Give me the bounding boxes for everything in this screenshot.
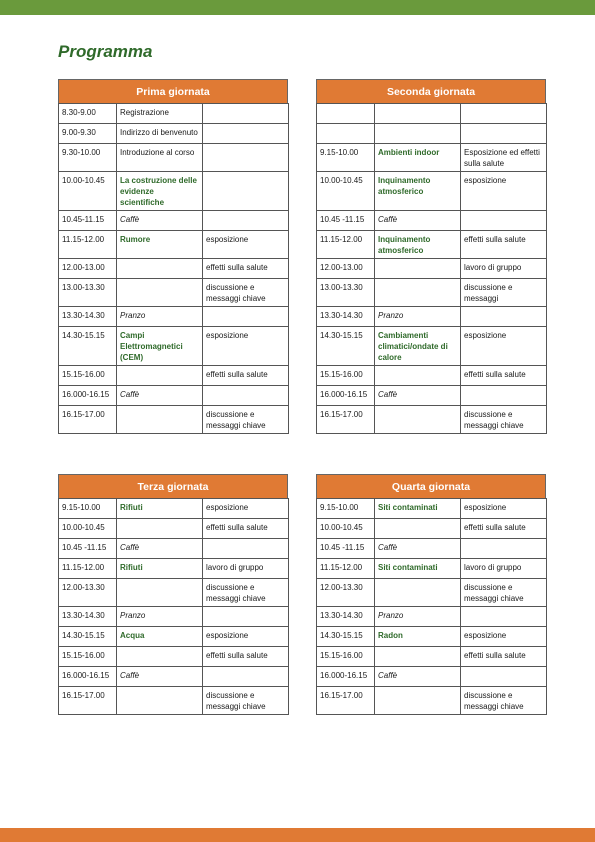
schedule-row (317, 307, 547, 327)
time-cell: 10.00-10.45 (317, 519, 375, 539)
page-title: Programma (58, 42, 153, 61)
schedule-row (317, 211, 547, 231)
topic-cell: Siti contaminati (375, 499, 461, 519)
activity-cell (203, 667, 289, 687)
activity-cell (203, 124, 289, 144)
time-cell (317, 104, 375, 124)
topic-cell: Introduzione al corso (117, 144, 203, 172)
activity-cell: esposizione (203, 231, 289, 259)
time-cell: 15.15-16.00 (317, 366, 375, 386)
topic-cell (375, 579, 461, 607)
activity-cell: esposizione (461, 499, 547, 519)
time-cell: 9.00-9.30 (59, 124, 117, 144)
schedule-row (317, 327, 547, 366)
time-cell: 12.00-13.00 (317, 259, 375, 279)
activity-cell: effetti sulla salute (461, 647, 547, 667)
activity-cell (461, 539, 547, 559)
topic-cell: Caffè (117, 539, 203, 559)
activity-cell: lavoro di gruppo (203, 559, 289, 579)
activity-cell: esposizione (461, 172, 547, 211)
schedule-table (316, 498, 547, 715)
topic-cell (117, 366, 203, 386)
schedule-row (59, 607, 289, 627)
topic-cell: Rifiuti (117, 499, 203, 519)
topic-cell: Caffè (375, 386, 461, 406)
schedule-row (59, 499, 289, 519)
activity-cell: discussione e messaggi chiave (461, 687, 547, 715)
activity-cell: effetti sulla salute (461, 519, 547, 539)
schedule-row (59, 667, 289, 687)
activity-cell: lavoro di gruppo (461, 559, 547, 579)
schedule-row (317, 539, 547, 559)
schedule-header: Quarta giornata (316, 474, 546, 498)
topic-cell (117, 519, 203, 539)
time-cell: 13.00-13.30 (317, 279, 375, 307)
time-cell: 9.15-10.00 (317, 144, 375, 172)
schedule-day-4 (316, 474, 546, 715)
activity-cell: effetti sulla salute (203, 647, 289, 667)
time-cell: 10.45 -11.15 (317, 539, 375, 559)
schedule-row (317, 366, 547, 386)
topic-cell (375, 104, 461, 124)
time-cell: 11.15-12.00 (317, 231, 375, 259)
schedule-row (317, 259, 547, 279)
time-cell: 13.30-14.30 (59, 307, 117, 327)
schedule-row (59, 124, 289, 144)
topic-cell: Indirizzo di benvenuto (117, 124, 203, 144)
time-cell: 16.000-16.15 (59, 667, 117, 687)
activity-cell: esposizione (203, 327, 289, 366)
time-cell: 15.15-16.00 (317, 647, 375, 667)
activity-cell: effetti sulla salute (461, 366, 547, 386)
activity-cell: discussione e messaggi chiave (461, 406, 547, 434)
schedule-day-1 (58, 79, 288, 434)
schedule-row (317, 144, 547, 172)
schedule-table (58, 498, 289, 715)
activity-cell: Esposizione ed effetti sulla salute (461, 144, 547, 172)
schedule-row (317, 124, 547, 144)
topic-cell: Caffè (375, 211, 461, 231)
schedule-row (59, 519, 289, 539)
activity-cell (203, 386, 289, 406)
time-cell: 10.00-10.45 (59, 172, 117, 211)
schedule-header: Seconda giornata (316, 79, 546, 103)
activity-cell: discussione e messaggi chiave (203, 406, 289, 434)
schedule-header: Terza giornata (58, 474, 288, 498)
schedule-row (59, 231, 289, 259)
top-color-bar (0, 0, 595, 15)
time-cell: 13.30-14.30 (317, 307, 375, 327)
time-cell: 11.15-12.00 (317, 559, 375, 579)
topic-cell (117, 647, 203, 667)
time-cell: 16.15-17.00 (59, 406, 117, 434)
topic-cell: Caffè (375, 667, 461, 687)
topic-cell: Pranzo (375, 607, 461, 627)
time-cell: 10.45 -11.15 (317, 211, 375, 231)
topic-cell (117, 406, 203, 434)
time-cell: 8.30-9.00 (59, 104, 117, 124)
schedule-row (317, 172, 547, 211)
time-cell: 14.30-15.15 (317, 627, 375, 647)
activity-cell (461, 124, 547, 144)
schedule-header: Prima giornata (58, 79, 288, 103)
time-cell (317, 124, 375, 144)
time-cell: 10.00-10.45 (59, 519, 117, 539)
time-cell: 9.30-10.00 (59, 144, 117, 172)
schedule-table (316, 103, 547, 434)
time-cell: 10.00-10.45 (317, 172, 375, 211)
activity-cell (203, 211, 289, 231)
topic-cell (117, 279, 203, 307)
activity-cell (461, 667, 547, 687)
activity-cell: discussione e messaggi chiave (203, 687, 289, 715)
activity-cell: effetti sulla salute (461, 231, 547, 259)
schedule-row (59, 366, 289, 386)
activity-cell: effetti sulla salute (203, 519, 289, 539)
topic-cell (375, 687, 461, 715)
time-cell: 14.30-15.15 (59, 627, 117, 647)
bottom-color-bar (0, 828, 595, 842)
time-cell: 13.30-14.30 (59, 607, 117, 627)
activity-cell: discussione e messaggi chiave (203, 279, 289, 307)
schedule-row (59, 579, 289, 607)
time-cell: 10.45-11.15 (59, 211, 117, 231)
activity-cell (203, 172, 289, 211)
activity-cell: effetti sulla salute (203, 259, 289, 279)
topic-cell: Rumore (117, 231, 203, 259)
topic-cell: La costruzione delle evidenze scientifiche (117, 172, 203, 211)
schedule-row (317, 607, 547, 627)
activity-cell: discussione e messaggi chiave (203, 579, 289, 607)
topic-cell: Pranzo (117, 607, 203, 627)
topic-cell (117, 687, 203, 715)
topic-cell: Pranzo (375, 307, 461, 327)
schedule-day-3 (58, 474, 288, 715)
schedule-row (317, 104, 547, 124)
schedule-table (58, 103, 289, 434)
activity-cell (203, 607, 289, 627)
topic-cell (375, 406, 461, 434)
topic-cell: Rifiuti (117, 559, 203, 579)
activity-cell: esposizione (461, 327, 547, 366)
time-cell: 16.15-17.00 (317, 687, 375, 715)
activity-cell (461, 307, 547, 327)
time-cell: 16.000-16.15 (59, 386, 117, 406)
schedule-row (59, 406, 289, 434)
topic-cell: Acqua (117, 627, 203, 647)
activity-cell (461, 211, 547, 231)
activity-cell (461, 386, 547, 406)
topic-cell (375, 124, 461, 144)
topic-cell: Ambienti indoor (375, 144, 461, 172)
activity-cell: esposizione (461, 627, 547, 647)
schedule-row (317, 687, 547, 715)
topic-cell: Campi Elettromagnetici (CEM) (117, 327, 203, 366)
schedule-row (317, 519, 547, 539)
activity-cell (203, 307, 289, 327)
activity-cell: discussione e messaggi (461, 279, 547, 307)
topic-cell (117, 259, 203, 279)
topic-cell: Pranzo (117, 307, 203, 327)
topic-cell: Inquinamento atmosferico (375, 172, 461, 211)
time-cell: 12.00-13.00 (59, 259, 117, 279)
schedule-row (317, 647, 547, 667)
time-cell: 11.15-12.00 (59, 559, 117, 579)
time-cell: 12.00-13.30 (317, 579, 375, 607)
topic-cell (375, 519, 461, 539)
schedule-row (317, 499, 547, 519)
time-cell: 16.15-17.00 (59, 687, 117, 715)
topic-cell (117, 579, 203, 607)
activity-cell: esposizione (203, 499, 289, 519)
schedule-row (59, 539, 289, 559)
topic-cell: Caffè (117, 211, 203, 231)
topic-cell (375, 647, 461, 667)
activity-cell (203, 144, 289, 172)
schedule-row (59, 172, 289, 211)
schedule-row (317, 279, 547, 307)
schedule-row (59, 627, 289, 647)
schedule-row (59, 647, 289, 667)
activity-cell: esposizione (203, 627, 289, 647)
schedule-row (317, 667, 547, 687)
activity-cell (461, 607, 547, 627)
schedule-row (59, 687, 289, 715)
topic-cell: Inquinamento atmosferico (375, 231, 461, 259)
schedule-row (59, 259, 289, 279)
topic-cell: Caffè (375, 539, 461, 559)
activity-cell (203, 539, 289, 559)
activity-cell (461, 104, 547, 124)
time-cell: 16.000-16.15 (317, 386, 375, 406)
topic-cell (375, 366, 461, 386)
topic-cell: Caffè (117, 667, 203, 687)
schedule-row (59, 307, 289, 327)
schedule-row (59, 144, 289, 172)
schedule-row (59, 104, 289, 124)
topic-cell: Radon (375, 627, 461, 647)
time-cell: 14.30-15.15 (59, 327, 117, 366)
schedule-row (59, 279, 289, 307)
topic-cell: Caffè (117, 386, 203, 406)
schedule-row (317, 386, 547, 406)
time-cell: 10.45 -11.15 (59, 539, 117, 559)
time-cell: 15.15-16.00 (59, 647, 117, 667)
schedule-row (317, 231, 547, 259)
time-cell: 16.15-17.00 (317, 406, 375, 434)
topic-cell: Registrazione (117, 104, 203, 124)
schedule-row (317, 406, 547, 434)
activity-cell: effetti sulla salute (203, 366, 289, 386)
topic-cell (375, 259, 461, 279)
time-cell: 9.15-10.00 (59, 499, 117, 519)
time-cell: 15.15-16.00 (59, 366, 117, 386)
schedule-row (317, 579, 547, 607)
schedule-row (59, 386, 289, 406)
time-cell: 13.00-13.30 (59, 279, 117, 307)
activity-cell: lavoro di gruppo (461, 259, 547, 279)
schedule-row (317, 559, 547, 579)
schedule-row (59, 559, 289, 579)
topic-cell (375, 279, 461, 307)
time-cell: 11.15-12.00 (59, 231, 117, 259)
topic-cell: Siti contaminati (375, 559, 461, 579)
time-cell: 9.15-10.00 (317, 499, 375, 519)
time-cell: 16.000-16.15 (317, 667, 375, 687)
activity-cell (203, 104, 289, 124)
schedule-day-2 (316, 79, 546, 434)
time-cell: 13.30-14.30 (317, 607, 375, 627)
schedule-row (317, 627, 547, 647)
schedule-row (59, 211, 289, 231)
time-cell: 12.00-13.30 (59, 579, 117, 607)
activity-cell: discussione e messaggi chiave (461, 579, 547, 607)
time-cell: 14.30-15.15 (317, 327, 375, 366)
schedule-row (59, 327, 289, 366)
topic-cell: Cambiamenti climatici/ondate di calore (375, 327, 461, 366)
